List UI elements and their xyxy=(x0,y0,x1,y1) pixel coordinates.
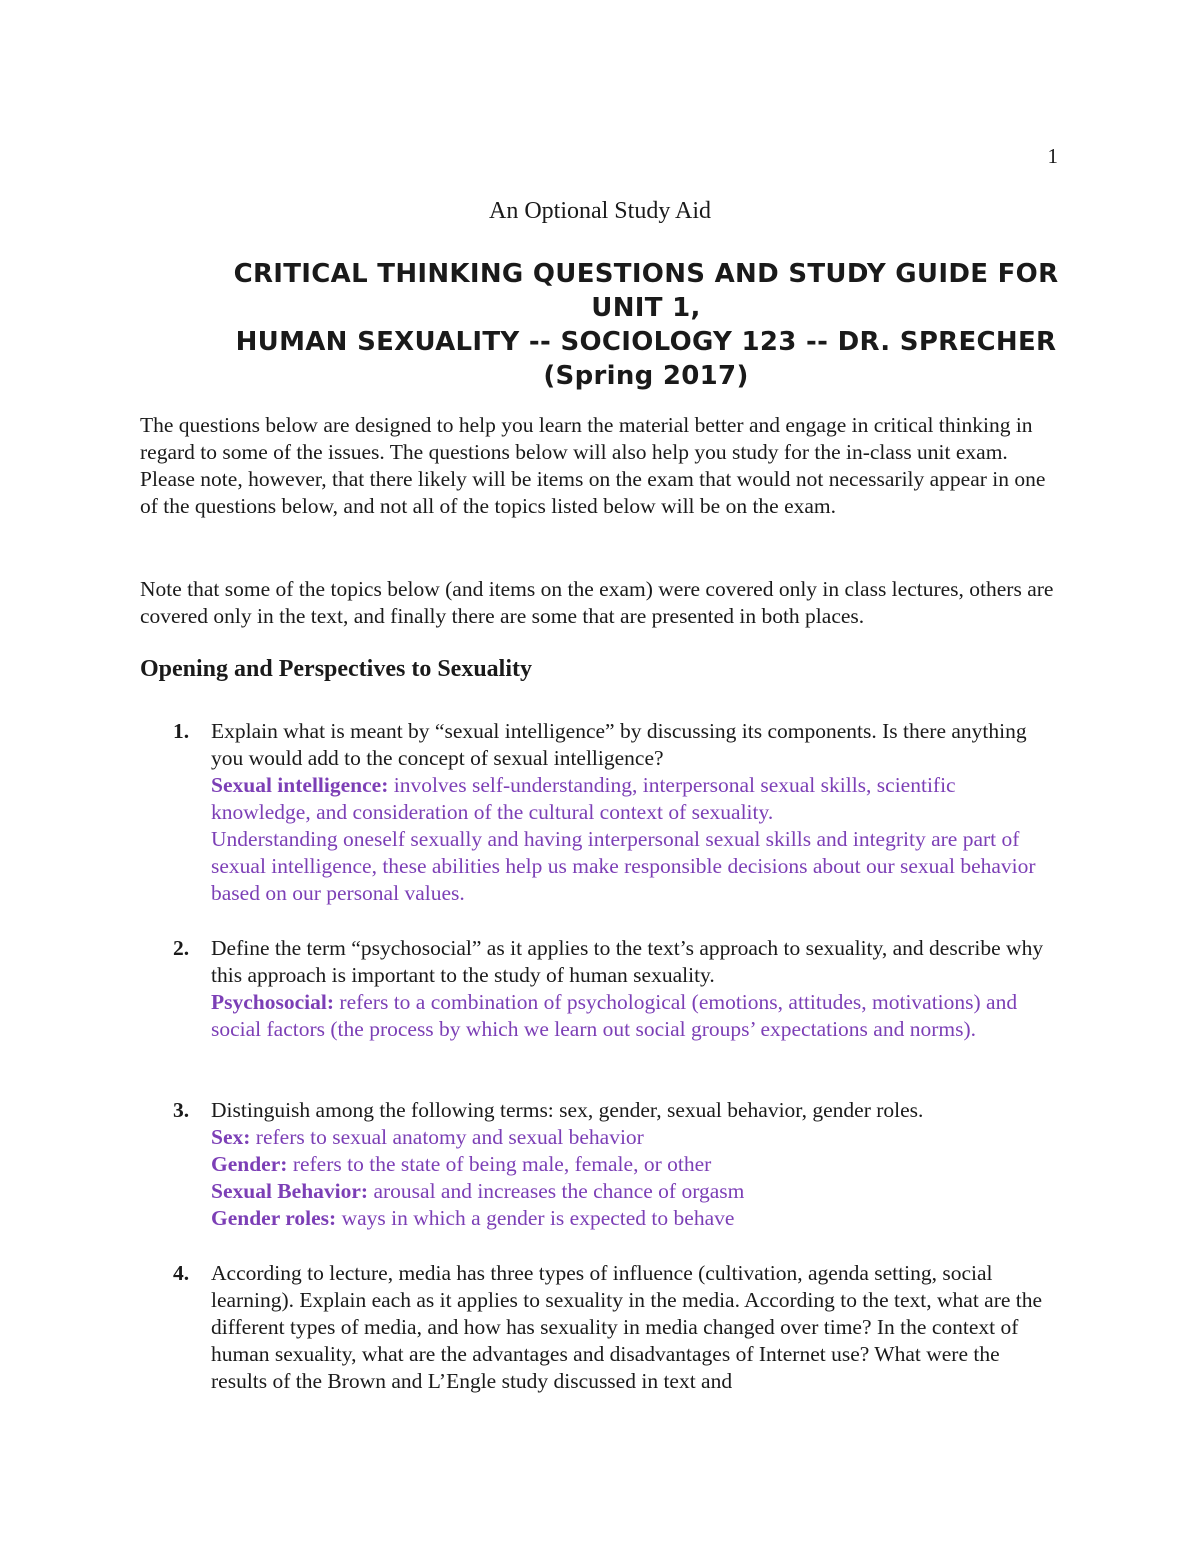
page-number: 1 xyxy=(1047,144,1058,168)
answer-label: Gender roles: xyxy=(211,1206,337,1230)
answer-text: involves self-understanding, interpersonal sexual skills, scientific knowledge, and consideration of the cultural context of sexuality. xyxy=(211,773,956,824)
answer-label: Sexual intelligence: xyxy=(211,773,389,797)
question-item xyxy=(140,718,1060,907)
answer-label: Sexual Behavior: xyxy=(211,1179,369,1203)
answer-line xyxy=(211,989,1060,1043)
answer-label: Psychosocial: xyxy=(211,990,335,1014)
question-number: 1. xyxy=(173,719,190,743)
title-line: (Spring 2017) xyxy=(543,361,749,391)
question-item xyxy=(140,1097,1060,1232)
answer-text: refers to the state of being male, female, or other xyxy=(287,1152,712,1176)
document-subtitle: An Optional Study Aid xyxy=(488,198,711,224)
question-item xyxy=(140,1260,1060,1395)
question-text: Define the term “psychosocial” as it applies to the text’s approach to sexuality, and describe why this approach is important to the study of human sexuality. xyxy=(211,936,1044,987)
answer-text: ways in which a gender is expected to behave xyxy=(336,1206,735,1230)
answer-line xyxy=(211,826,1060,907)
title-line: HUMAN SEXUALITY -- SOCIOLOGY 123 -- DR. SPRECHER xyxy=(235,327,1057,357)
intro-paragraph: Note that some of the topics below (and items on the exam) were covered only in class lectures, others are covered only in the text, and finally there are some that are presented in both places. xyxy=(140,577,1054,628)
answer-line xyxy=(211,1151,1060,1178)
question-text: Distinguish among the following terms: sex, gender, sexual behavior, gender roles. xyxy=(211,1098,924,1122)
question-text: Explain what is meant by “sexual intelligence” by discussing its components. Is there anything you would add to the concept of sexual intelligence? xyxy=(211,719,1027,770)
section-heading: Opening and Perspectives to Sexuality xyxy=(140,656,533,682)
answer-line xyxy=(211,1178,1060,1205)
question-number: 3. xyxy=(173,1098,190,1122)
document-title xyxy=(140,257,1152,393)
title-line: UNIT 1, xyxy=(591,293,701,323)
question-text: According to lecture, media has three types of influence (cultivation, agenda setting, social learning). Explain each as it applies to sexuality in the media. According to the text, what are the different types of media, and how has sexuality in media changed over time? In the context of human sexuality, what are the advantages and disadvantages of Internet use? What were the results of the Brown and L’Engle study discussed in text and xyxy=(211,1261,1043,1393)
answer-text: arousal and increases the chance of orgasm xyxy=(368,1179,745,1203)
answer-text: Understanding oneself sexually and having interpersonal sexual skills and integrity are part of sexual intelligence, these abilities help us make responsible decisions about our sexual behavior based on our personal values. xyxy=(211,827,1036,905)
intro-paragraph: The questions below are designed to help you learn the material better and engage in critical thinking in regard to some of the issues. The questions below will also help you study for the in-class unit exam. Please note, however, that there likely will be items on the exam that would not necessarily appear in one of the questions below, and not all of the topics listed below will be on the exam. xyxy=(140,413,1046,518)
question-item xyxy=(140,935,1060,1043)
answer-label: Sex: xyxy=(211,1125,251,1149)
answer-line xyxy=(211,772,1060,826)
question-number: 2. xyxy=(173,936,190,960)
title-line: CRITICAL THINKING QUESTIONS AND STUDY GUIDE FOR xyxy=(233,259,1059,289)
answer-line xyxy=(211,1124,1060,1151)
question-number: 4. xyxy=(173,1261,190,1285)
answer-line xyxy=(211,1205,1060,1232)
answer-text: refers to a combination of psychological (emotions, attitudes, motivations) and social factors (the process by which we learn out social groups’ expectations and norms). xyxy=(211,990,1018,1041)
answer-text: refers to sexual anatomy and sexual behavior xyxy=(250,1125,644,1149)
answer-label: Gender: xyxy=(211,1152,288,1176)
